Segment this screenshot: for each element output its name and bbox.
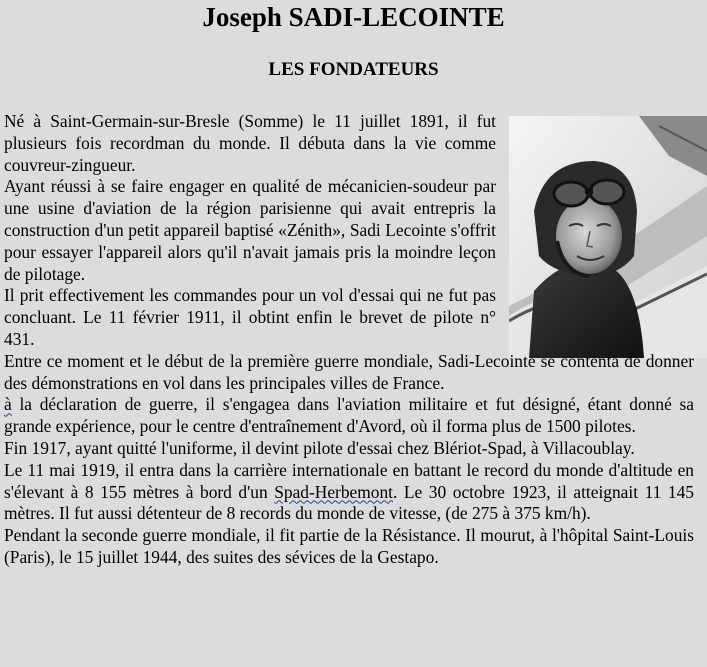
paragraph-demonstrations: Entre ce moment et le début de la première guerre mondiale, Sadi-Lecointe se contenta de donner des démonstrations en vol dans les principales villes de France.	[4, 350, 694, 393]
paragraph-resistance-death: Pendant la seconde guerre mondiale, il fit partie de la Résistance. Il mourut, à l'hôpital Saint-Louis (Paris), le 15 juillet 1944, des suites des sévices de la Gestapo.	[4, 525, 694, 567]
paragraph-birth: Né à Saint-Germain-sur-Bresle (Somme) le 11 juillet 1891, il fut plusieurs fois recordman du monde. Il débuta dans la vie comme couvreur-zingueur.	[4, 111, 496, 175]
spellcheck-marked-word: à	[4, 394, 12, 415]
paragraph-war-service: à la déclaration de guerre, il s'engagea dans l'aviation militaire et fut désigné, étant donné sa grande expérience, pour le centre d'entraînement d'Avord, où il forma plus de 1500 pilotes.	[4, 394, 694, 437]
biography-text	[4, 111, 694, 569]
paragraph-pilot-license: Il prit effectivement les commandes pour un vol d'essai qui ne fut pas concluant. Le 11 février 1911, il obtint enfin le brevet de pilote n° 431.	[4, 285, 496, 349]
paragraph-first-flight-attempt: Ayant réussi à se faire engager en qualité de mécanicien-soudeur par une usine d'aviation de la région parisienne qui avait entrepris la construction d'un petit appareil baptisé «Zénith», Sadi Lecointe s'offrit pour essayer l'appareil alors qu'il n'avait jamais pris la moindre leçon de pilotage.	[4, 176, 496, 284]
paragraph-records: Le 11 mai 1919, il entra dans la carrière internationale en battant le record du monde d'altitude en s'élevant à 8 155 mètres à bord d'un Spad-Herbemont. Le 30 octobre 1923, il atteignait 11 145 mètres. Il fut aussi détenteur de 8 records du monde de vitesse, (de 275 à 375 km/h).	[4, 459, 694, 524]
section-subtitle: LES FONDATEURS	[268, 59, 439, 80]
paragraph-test-pilot: Fin 1917, ayant quitté l'uniforme, il devint pilote d'essai chez Blériot-Spad, à Villacoublay.	[4, 437, 635, 458]
page-title: Joseph SADI-LECOINTE	[202, 2, 505, 32]
spellcheck-marked-word: Spad-Herbemont	[274, 481, 394, 502]
